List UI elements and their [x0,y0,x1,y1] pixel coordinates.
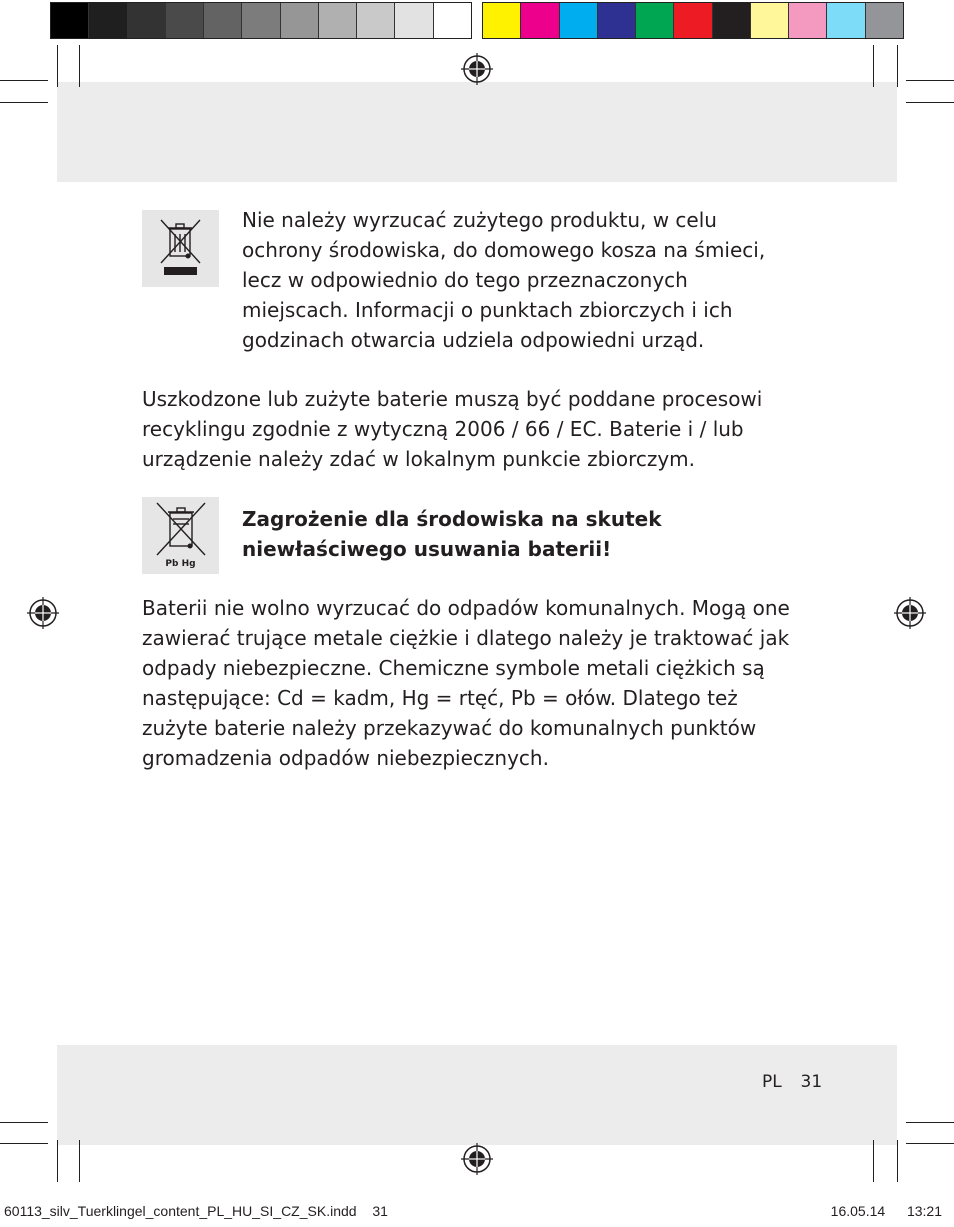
crossed-out-wheeled-bin-icon [142,210,219,287]
color-swatch [357,3,395,38]
color-swatch [51,3,89,38]
registration-mark-icon [461,53,493,85]
color-swatch [89,3,127,38]
color-swatch [713,3,751,38]
color-swatch [483,3,521,38]
color-bar-process [482,2,904,39]
color-swatch [827,3,865,38]
page-number [762,1071,822,1093]
slug-page: 31 [372,1203,388,1219]
color-swatch [674,3,712,38]
slug-line-left [4,1203,388,1219]
color-swatch [789,3,827,38]
language-code: PL [762,1072,782,1092]
registration-mark-icon [894,597,926,629]
color-swatch [242,3,280,38]
color-bar-grayscale [50,2,472,39]
color-swatch [434,3,471,38]
page-number-value: 31 [800,1072,823,1092]
color-swatch [319,3,357,38]
color-swatch [560,3,598,38]
heavy-metals-label: Pb Hg [165,559,196,569]
slug-file: 60113_silv_Tuerklingel_content_PL_HU_SI_CZ_SK.indd [4,1203,357,1219]
slug-date: 16.05.14 [830,1203,886,1219]
color-swatch [395,3,433,38]
color-swatch [866,3,903,38]
color-swatch [751,3,789,38]
disposal-text: Nie należy wyrzucać zużytego produktu, w celu ochrony środowiska, do domowego kosza na śmieci, lecz w odpowiednio do tego przeznaczonych miejscach. Informacji o punktach zbiorczych i ich godzinach otwarcia udziela odpowiedni urząd. [242,208,766,352]
color-swatch [598,3,636,38]
registration-mark-icon [27,597,59,629]
color-swatch [204,3,242,38]
footer-band [57,1045,897,1145]
environment-hazard-heading: Zagrożenie dla środowiska na skutek niewłaściwego usuwania baterii! [242,507,662,561]
battery-disposal-text: Baterii nie wolno wyrzucać do odpadów komunalnych. Mogą one zawierać trujące metale ciężkie i dlatego należy je traktować jak odpady niebezpieczne. Chemiczne symbole metali ciężkich są następujące: Cd = kadm, Hg = rtęć, Pb = ołów. Dlatego też zużyte baterie należy przekazywać do komunalnych punktów gromadzenia odpadów niebezpiecznych. [142,596,790,770]
color-swatch [281,3,319,38]
color-swatch [166,3,204,38]
slug-line-right [831,1203,942,1219]
battery-recycling-text: Uszkodzone lub zużyte baterie muszą być poddane procesowi recyklingu zgodnie z wytyczną 2006 / 66 / EC. Baterie i / lub urządzenie należy zdać w lokalnym punkcie zbiorczym. [142,387,763,471]
color-swatch [521,3,559,38]
registration-mark-icon [461,1143,493,1175]
disposal-icon-box [142,210,219,287]
color-swatch [636,3,674,38]
header-band [57,82,897,182]
color-swatch [128,3,166,38]
slug-time: 13:21 [906,1203,942,1219]
